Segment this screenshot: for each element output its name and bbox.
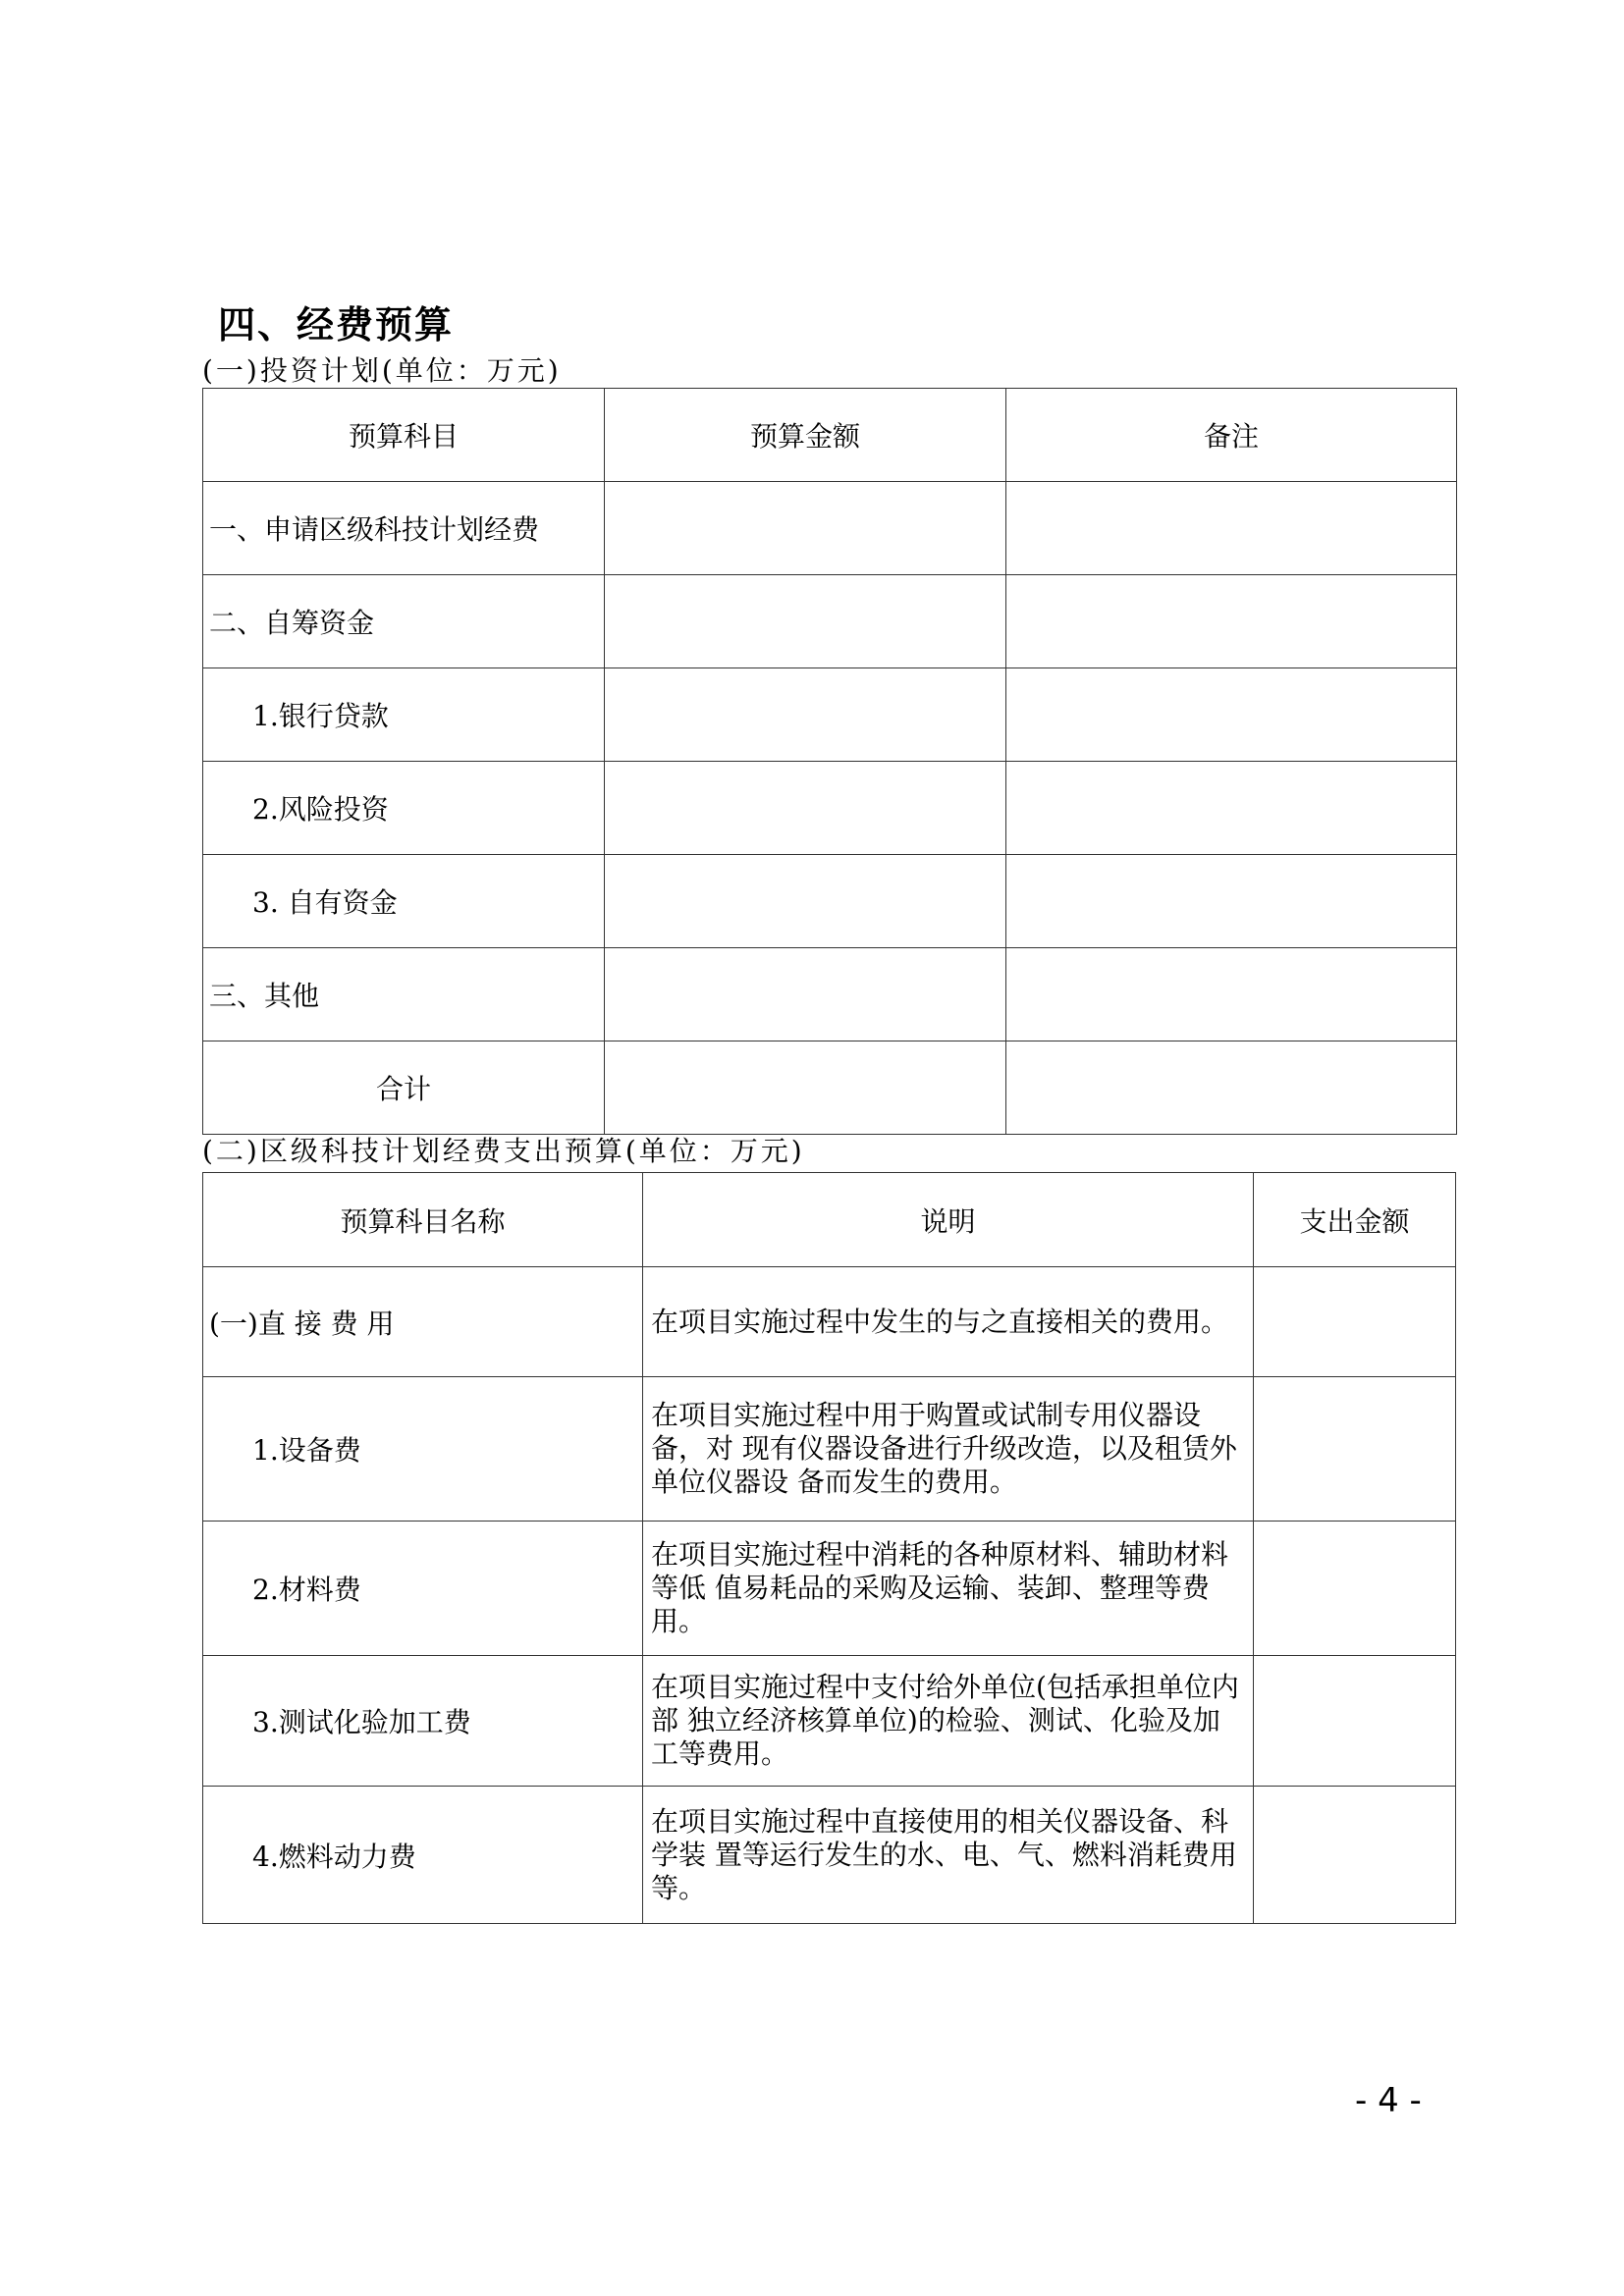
row-label: 一、申请区级科技计划经费: [203, 482, 605, 575]
item-name: 4.燃料动力费: [203, 1787, 643, 1924]
note-cell[interactable]: [1006, 668, 1457, 762]
investment-plan-table: [202, 388, 1457, 1135]
row-label: 2.风险投资: [203, 762, 605, 855]
table-row: [203, 762, 1457, 855]
item-description: 在项目实施过程中直接使用的相关仪器设备、科学装 置等运行发生的水、电、气、燃料消耗费用等。: [643, 1787, 1254, 1924]
section-title: 四、经费预算: [218, 303, 455, 347]
amount-cell[interactable]: [605, 855, 1006, 948]
header-description: 说明: [643, 1173, 1254, 1267]
expense-amount-cell[interactable]: [1254, 1377, 1456, 1522]
note-cell[interactable]: [1006, 575, 1457, 668]
table-row: [203, 855, 1457, 948]
table-row: [203, 668, 1457, 762]
row-label: 三、其他: [203, 948, 605, 1041]
table-row: [203, 1787, 1456, 1924]
amount-cell[interactable]: [605, 575, 1006, 668]
item-name: 3.测试化验加工费: [203, 1656, 643, 1787]
note-cell[interactable]: [1006, 482, 1457, 575]
expense-amount-cell[interactable]: [1254, 1787, 1456, 1924]
item-description: 在项目实施过程中支付给外单位(包括承担单位内部 独立经济核算单位)的检验、测试、化验及加工等费用。: [643, 1656, 1254, 1787]
note-cell[interactable]: [1006, 1041, 1457, 1135]
table-row: [203, 1522, 1456, 1656]
amount-cell[interactable]: [605, 1041, 1006, 1135]
expense-budget-caption: (二)区级科技计划经费支出预算(单位：万元): [202, 1135, 805, 1167]
table-row: [203, 1377, 1456, 1522]
expense-amount-cell[interactable]: [1254, 1522, 1456, 1656]
header-item-name: 预算科目名称: [203, 1173, 643, 1267]
row-label: 3. 自有资金: [203, 855, 605, 948]
expense-amount-cell[interactable]: [1254, 1656, 1456, 1787]
note-cell[interactable]: [1006, 762, 1457, 855]
table-row: [203, 1267, 1456, 1377]
table-row: [203, 575, 1457, 668]
item-name: (一)直 接 费 用: [203, 1267, 643, 1377]
row-label: 二、自筹资金: [203, 575, 605, 668]
note-cell[interactable]: [1006, 948, 1457, 1041]
amount-cell[interactable]: [605, 482, 1006, 575]
row-label: 1.银行贷款: [203, 668, 605, 762]
expense-amount-cell[interactable]: [1254, 1267, 1456, 1377]
item-description: 在项目实施过程中用于购置或试制专用仪器设备，对 现有仪器设备进行升级改造，以及租赁外单位仪器设 备而发生的费用。: [643, 1377, 1254, 1522]
table-row: [203, 482, 1457, 575]
item-name: 2.材料费: [203, 1522, 643, 1656]
amount-cell[interactable]: [605, 948, 1006, 1041]
page-number: - 4 -: [1355, 2081, 1422, 2120]
total-label: 合计: [203, 1041, 605, 1135]
header-expense-amount: 支出金额: [1254, 1173, 1456, 1267]
table-total-row: [203, 1041, 1457, 1135]
amount-cell[interactable]: [605, 668, 1006, 762]
header-note: 备注: [1006, 389, 1457, 482]
header-budget-amount: 预算金额: [605, 389, 1006, 482]
table-header-row: [203, 1173, 1456, 1267]
item-description: 在项目实施过程中发生的与之直接相关的费用。: [643, 1267, 1254, 1377]
table-row: [203, 1656, 1456, 1787]
table-row: [203, 948, 1457, 1041]
table-header-row: [203, 389, 1457, 482]
item-description: 在项目实施过程中消耗的各种原材料、辅助材料等低 值易耗品的采购及运输、装卸、整理等费用。: [643, 1522, 1254, 1656]
item-name: 1.设备费: [203, 1377, 643, 1522]
expense-budget-table: [202, 1172, 1456, 1924]
amount-cell[interactable]: [605, 762, 1006, 855]
note-cell[interactable]: [1006, 855, 1457, 948]
investment-plan-caption: (一)投资计划(单位：万元): [202, 354, 562, 387]
header-budget-item: 预算科目: [203, 389, 605, 482]
